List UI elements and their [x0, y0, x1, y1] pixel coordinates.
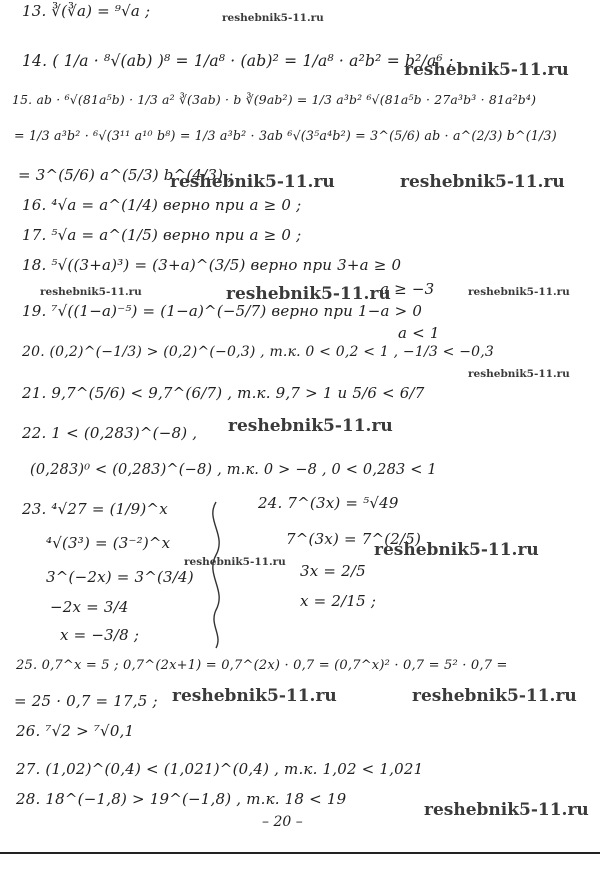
problem-24: 24. 7^(3x) = ⁵√49 — [258, 494, 399, 512]
problem-19-cond: a < 1 — [398, 324, 440, 342]
problem-23-step-4: x = −3/8 ; — [60, 626, 140, 644]
problem-13: 13. ∛(∛a) = ⁹√a ; — [22, 2, 151, 20]
problem-23-step-2: 3^(−2x) = 3^(3/4) — [46, 568, 194, 586]
bottom-rule — [0, 852, 600, 854]
problem-27: 27. (1,02)^(0,4) < (1,021)^(0,4) , т.к. 1,02 < 1,021 — [16, 760, 424, 778]
problem-25-cont: = 25 · 0,7 = 17,5 ; — [14, 692, 158, 710]
problem-18: 18. ⁵√((3+a)³) = (3+a)^(3/5) верно при 3+a ≥ 0 — [22, 256, 402, 274]
problem-23-step-1: ⁴√(3³) = (3⁻²)^x — [46, 534, 171, 552]
problem-24-step-2: 3x = 2/5 — [300, 562, 366, 580]
problem-23: 23. ⁴√27 = (1/9)^x — [22, 500, 168, 518]
problem-15: 15. ab · ⁶√(81a⁵b) · 1/3 a² ∛(3ab) · b ∛(9ab²) = 1/3 a³b² ⁶√(81a⁵b · 27a³b³ · 81a²b⁴) — [12, 92, 537, 107]
problem-22-cont: (0,283)⁰ < (0,283)^(−8) , т.к. 0 > −8 , 0 < 0,283 < 1 — [30, 462, 437, 478]
watermark: reshebnik5-11.ru — [172, 686, 337, 706]
watermark: reshebnik5-11.ru — [412, 686, 577, 706]
problem-23-step-3: −2x = 3/4 — [50, 598, 129, 616]
problem-15-cont-1: = 1/3 a³b² · ⁶√(3¹¹ a¹⁰ b⁸) = 1/3 a³b² · 3ab ⁶√(3⁵a⁴b²) = 3^(5/6) ab · a^(2/3) b^(1/3) — [14, 128, 557, 143]
watermark: reshebnik5-11.ru — [424, 800, 589, 820]
problem-28: 28. 18^(−1,8) > 19^(−1,8) , т.к. 18 < 19 — [16, 790, 347, 808]
watermark: reshebnik5-11.ru — [374, 540, 539, 560]
problem-18-cond: a ≥ −3 — [380, 280, 435, 298]
watermark: reshebnik5-11.ru — [400, 172, 565, 192]
watermark: reshebnik5-11.ru — [468, 368, 570, 380]
problem-21: 21. 9,7^(5/6) < 9,7^(6/7) , т.к. 9,7 > 1 и 5/6 < 6/7 — [22, 384, 425, 402]
watermark: reshebnik5-11.ru — [170, 172, 335, 192]
problem-14: 14. ( 1/a · ⁸√(ab) )⁸ = 1/a⁸ · (ab)² = 1/a⁸ · a²b² = b²/a⁶ ; — [22, 52, 454, 70]
problem-24-step-1: 7^(3x) = 7^(2/5) — [286, 530, 422, 548]
problem-15-cont-2: = 3^(5/6) a^(5/3) b^(4/3) ; — [18, 166, 234, 184]
problem-16: 16. ⁴√a = a^(1/4) верно при a ≥ 0 ; — [22, 196, 302, 214]
watermark: reshebnik5-11.ru — [228, 416, 393, 436]
watermark: reshebnik5-11.ru — [40, 286, 142, 298]
watermark: reshebnik5-11.ru — [222, 12, 324, 24]
problem-19: 19. ⁷√((1−a)⁻⁵) = (1−a)^(−5/7) верно при 1−a > 0 — [22, 302, 423, 320]
problem-17: 17. ⁵√a = a^(1/5) верно при a ≥ 0 ; — [22, 226, 302, 244]
problem-26: 26. ⁷√2 > ⁷√0,1 — [16, 722, 135, 740]
watermark: reshebnik5-11.ru — [184, 556, 286, 568]
problem-22: 22. 1 < (0,283)^(−8) , — [22, 424, 198, 442]
problem-24-step-3: x = 2/15 ; — [300, 592, 377, 610]
watermark: reshebnik5-11.ru — [226, 284, 391, 304]
problem-20: 20. (0,2)^(−1/3) > (0,2)^(−0,3) , т.к. 0 < 0,2 < 1 , −1/3 < −0,3 — [22, 344, 495, 360]
page-number: – 20 – — [262, 814, 303, 830]
problem-25: 25. 0,7^x = 5 ; 0,7^(2x+1) = 0,7^(2x) · 0,7 = (0,7^x)² · 0,7 = 5² · 0,7 = — [16, 658, 508, 673]
watermark: reshebnik5-11.ru — [468, 286, 570, 298]
watermark: reshebnik5-11.ru — [404, 60, 569, 80]
column-divider — [205, 500, 227, 650]
